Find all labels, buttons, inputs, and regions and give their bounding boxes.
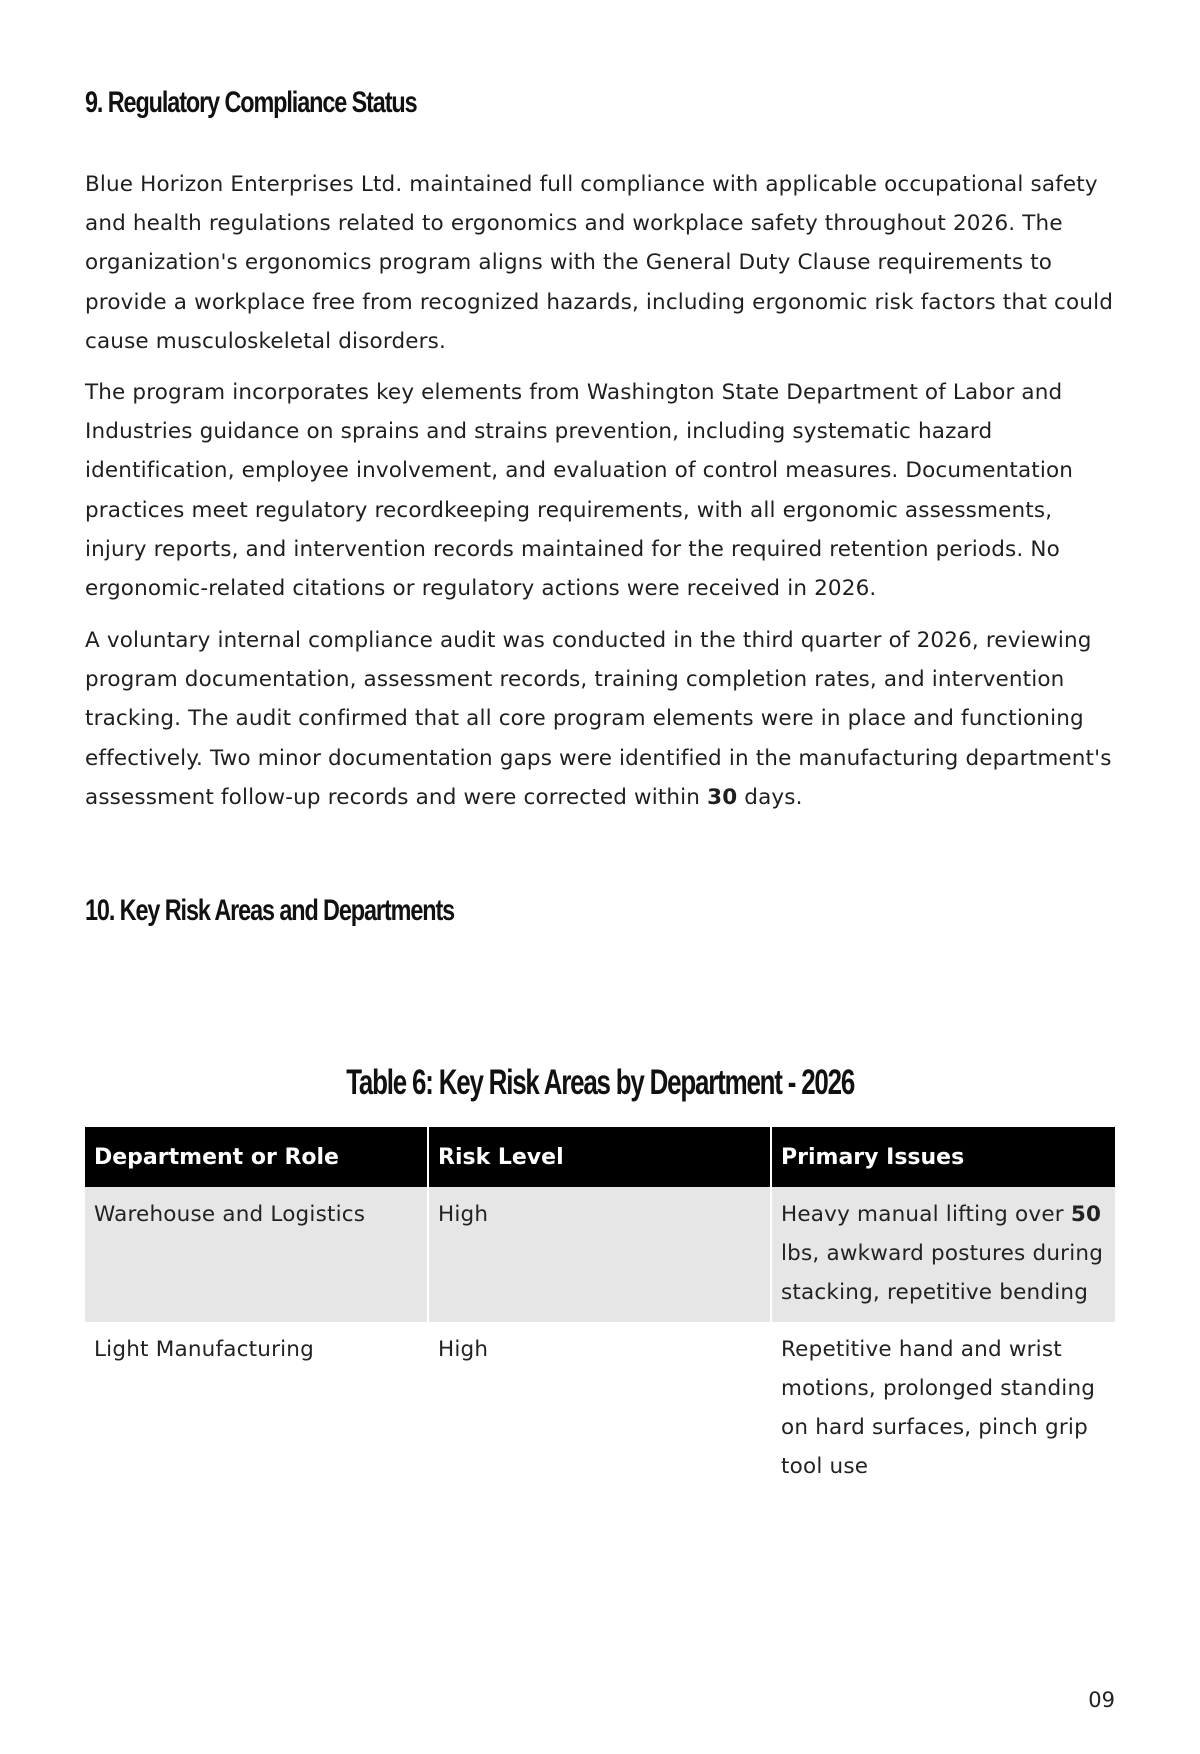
issues-text: Heavy manual lifting over — [781, 1202, 1071, 1227]
section-9-paragraph-1: Blue Horizon Enterprises Ltd. maintained full compliance with applicable occupational safety and health regulations related to ergonomics and workplace safety throughout 2026. The organization's ergonomics program aligns with the General Duty Clause requirements to provide a workplace free from recognized hazards, including ergonomic risk factors that could cause musculoskeletal disorders. — [85, 172, 1114, 354]
header-primary-issues: Primary Issues — [771, 1127, 1115, 1187]
risk-areas-table — [85, 1127, 1115, 1496]
cell-primary-issues — [771, 1322, 1115, 1496]
table-row — [85, 1322, 1115, 1496]
issues-bold-number: 50 — [1070, 1202, 1102, 1227]
header-department: Department or Role — [85, 1127, 428, 1187]
table-header-row — [85, 1127, 1115, 1187]
section-10-heading: 10. Key Risk Areas and Departments — [85, 894, 455, 927]
paragraph-3-bold-number: 30 — [707, 784, 738, 810]
paragraph-3-text-end: days. — [737, 784, 803, 810]
table-row — [85, 1187, 1115, 1322]
cell-primary-issues — [771, 1187, 1115, 1322]
cell-risk-level: High — [428, 1187, 771, 1322]
page-number: 09 — [1088, 1688, 1115, 1712]
issues-text-end: lbs, awkward postures during stacking, repetitive bending — [781, 1241, 1104, 1305]
paragraph-3-text: A voluntary internal compliance audit was conducted in the third quarter of 2026, reviewing program documentation, assessment records, training completion rates, and intervention tracking. The audit confirmed that all core program elements were in place and functioning effectively. Two minor documentation gaps were identified in the manufacturing department's assessment follow-up records and were corrected within — [85, 628, 1112, 810]
header-risk-level: Risk Level — [428, 1127, 771, 1187]
section-9-paragraph-3 — [85, 621, 1115, 817]
section-9-paragraph-2: The program incorporates key elements from Washington State Department of Labor and Industries guidance on sprains and strains prevention, including systematic hazard identification, employee involvement, and evaluation of control measures. Documentation practices meet regulatory recordkeeping requirements, with all ergonomic assessments, injury reports, and intervention records maintained for the required retention periods. No ergonomic-related citations or regulatory actions were received in 2026. — [85, 380, 1074, 602]
table-caption-text: Table 6: Key Risk Areas by Department - 2026 — [346, 1063, 854, 1102]
cell-department: Warehouse and Logistics — [85, 1187, 428, 1322]
section-9-heading: 9. Regulatory Compliance Status — [85, 86, 417, 119]
cell-department: Light Manufacturing — [85, 1322, 428, 1496]
table-caption — [85, 1063, 1115, 1103]
cell-risk-level: High — [428, 1322, 771, 1496]
issues-text: Repetitive hand and wrist motions, prolonged standing on hard surfaces, pinch grip tool use — [781, 1337, 1096, 1479]
